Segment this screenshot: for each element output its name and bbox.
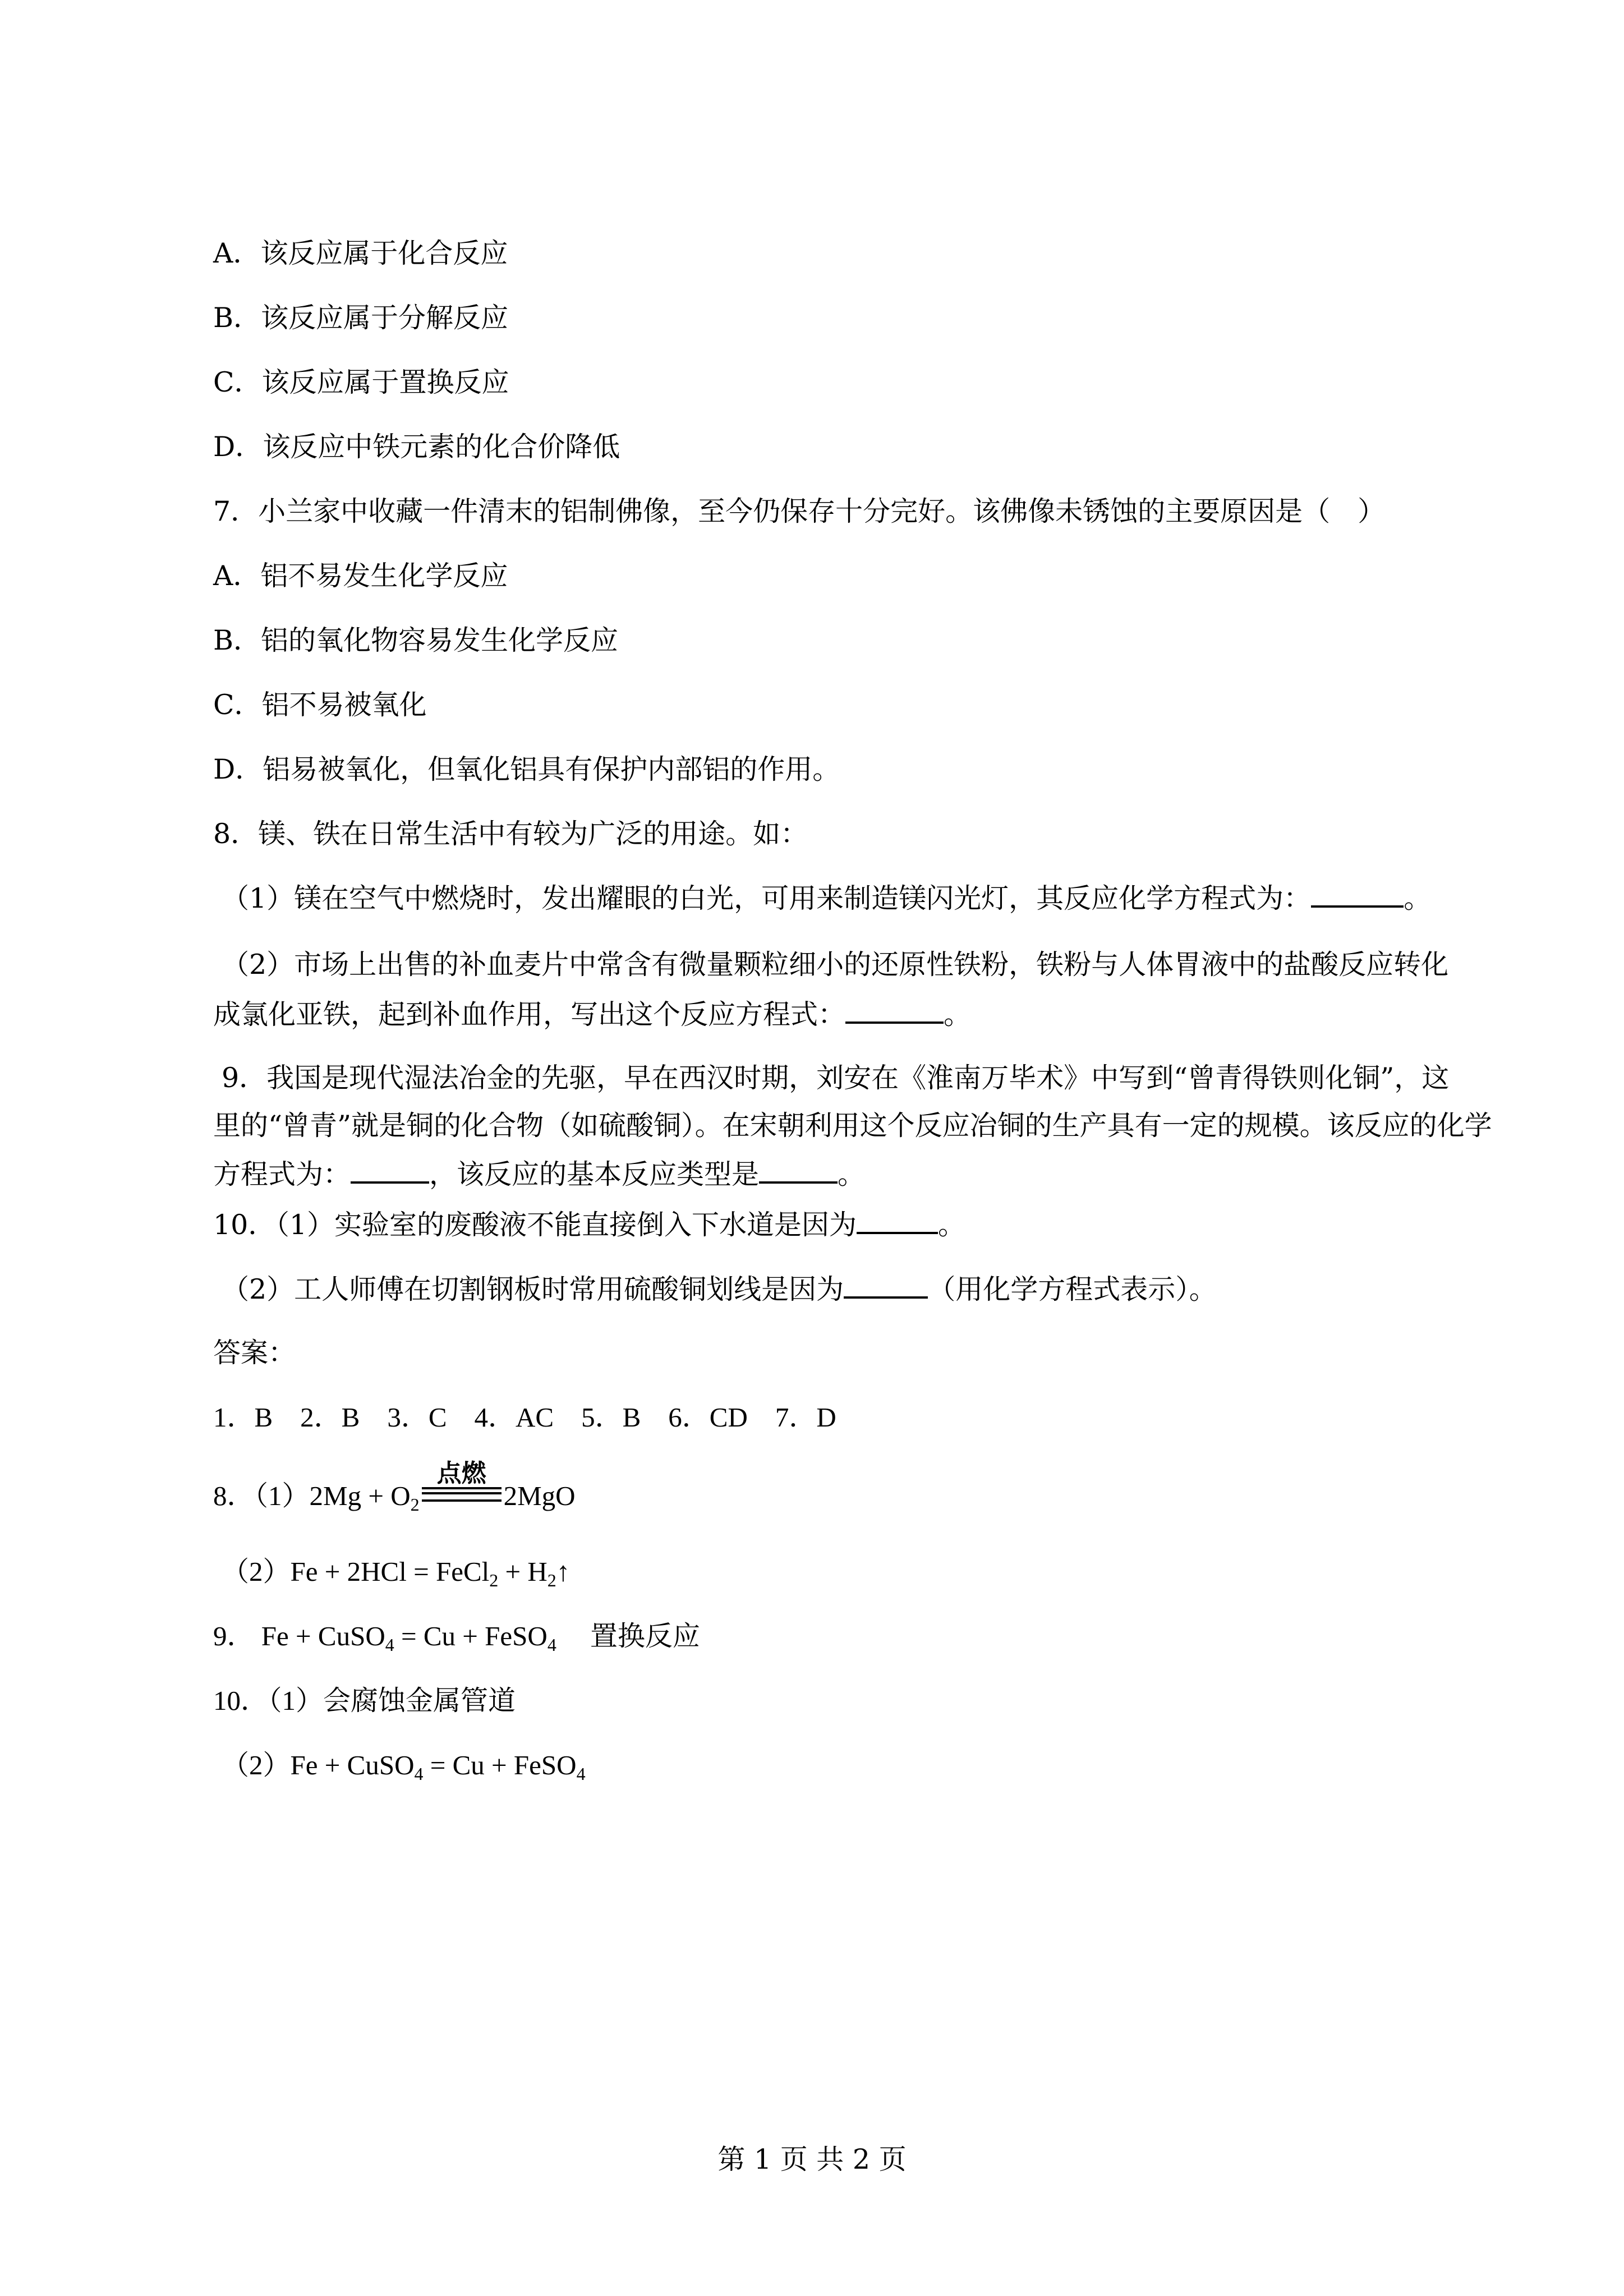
q8-part1-end: 。 [1404, 882, 1432, 914]
equation-part: = Cu + FeSO [423, 1750, 577, 1780]
answer-10-part2-prefix: （2） [222, 1750, 291, 1780]
q6-option-d: D．该反应中铁元素的化合价降低 [213, 431, 620, 463]
answers-multiple-choice: 1．B 2．B 3．C 4．AC 5．B 6．CD 7．D [213, 1402, 836, 1433]
answer-8-part1-prefix: 8．（1） [213, 1480, 310, 1511]
q10-part1-text: 10．（1）实验室的废酸液不能直接倒入下水道是因为 [213, 1209, 857, 1241]
q8-part1-text: （1）镁在空气中燃烧时，发出耀眼的白光，可用来制造镁闪光灯，其反应化学方程式为： [222, 882, 1312, 914]
q10-part1 [213, 1206, 965, 1242]
q8-part2-end: 。 [944, 999, 972, 1030]
q6-option-b: B．该反应属于分解反应 [213, 302, 509, 334]
equation-part: + H [498, 1556, 548, 1587]
q9-line3-end: 。 [838, 1158, 866, 1190]
q10-part2 [222, 1271, 1217, 1306]
q10-part2-end: （用化学方程式表示）。 [928, 1273, 1217, 1305]
equation-product: 2MgO [503, 1480, 576, 1511]
page-footer: 第 1 页 共 2 页 [717, 2143, 907, 2175]
q8-part1 [222, 880, 1431, 915]
q9-line3-b: ，该反应的基本反应类型是 [429, 1158, 760, 1190]
q10-part1-end: 。 [938, 1209, 966, 1241]
answer-blank [759, 1156, 838, 1184]
q9-line3-a: 方程式为： [213, 1158, 351, 1190]
condition-label: 点燃 [436, 1459, 486, 1488]
answer-10-part2 [222, 1747, 586, 1783]
q8-part2-text: 成氯化亚铁，起到补血作用，写出这个反应方程式： [213, 999, 846, 1030]
q8-part2-line2 [213, 996, 971, 1032]
answer-blank [844, 1271, 928, 1299]
answer-8-part2-prefix: （2） [222, 1556, 291, 1587]
answers-heading: 答案： [213, 1337, 296, 1369]
answer-10-part1: 10．（1）会腐蚀金属管道 [213, 1685, 516, 1716]
q7-option-a: A．铝不易发生化学反应 [213, 560, 508, 592]
subscript: 4 [414, 1764, 424, 1784]
answer-9 [213, 1618, 700, 1654]
q6-option-a: A．该反应属于化合反应 [213, 237, 508, 269]
q6-option-c: C．该反应属于置换反应 [213, 366, 509, 398]
equation-reactants: 2Mg + O [309, 1480, 411, 1511]
answer-blank [857, 1206, 938, 1234]
subscript: 2 [410, 1494, 420, 1515]
answer-8-part1 [213, 1459, 576, 1515]
answer-9-prefix: 9． [213, 1621, 255, 1651]
subscript: 2 [489, 1570, 499, 1590]
subscript: 4 [385, 1635, 394, 1655]
q7-option-c: C．铝不易被氧化 [213, 689, 427, 721]
q7-option-b: B．铝的氧化物容易发生化学反应 [213, 624, 619, 656]
equation-part: = Cu + FeSO [394, 1621, 548, 1651]
equals-sign [422, 1487, 502, 1502]
subscript: 2 [547, 1570, 556, 1590]
equation-part: Fe + CuSO [290, 1750, 415, 1780]
reaction-type: 置换反应 [590, 1621, 700, 1651]
subscript: 4 [576, 1764, 586, 1784]
q8-stem: 8．镁、铁在日常生活中有较为广泛的用途。如： [213, 818, 808, 850]
q7-option-d: D．铝易被氧化，但氧化铝具有保护内部铝的作用。 [213, 753, 840, 785]
equation-part: Fe + 2HCl = FeCl [290, 1556, 490, 1587]
answer-blank [351, 1156, 429, 1184]
q9-line2: 里的“曾青”就是铜的化合物（如硫酸铜）。在宋朝利用这个反应冶铜的生产具有一定的规模。该反应的化学 [213, 1110, 1492, 1142]
q8-part2-line1: （2）市场上出售的补血麦片中常含有微量颗粒细小的还原性铁粉，铁粉与人体胃液中的盐酸反应转化 [222, 949, 1449, 981]
answer-blank [845, 996, 944, 1024]
reaction-condition [420, 1459, 504, 1514]
q7-stem: 7．小兰家中收藏一件清末的铝制佛像，至今仍保存十分完好。该佛像未锈蚀的主要原因是（ ） [213, 495, 1386, 527]
q9-line1: 9．我国是现代湿法冶金的先驱，早在西汉时期，刘安在《淮南万毕术》中写到“曾青得铁则化铜”，这 [222, 1062, 1450, 1094]
answer-8-part2 [222, 1554, 570, 1590]
q9-line3 [213, 1156, 865, 1191]
answer-blank [1311, 880, 1404, 908]
subscript: 4 [547, 1635, 556, 1655]
gas-arrow-icon: ↑ [556, 1556, 571, 1587]
q10-part2-text: （2）工人师傅在切割钢板时常用硫酸铜划线是因为 [222, 1273, 844, 1305]
equation-part: Fe + CuSO [261, 1621, 385, 1651]
